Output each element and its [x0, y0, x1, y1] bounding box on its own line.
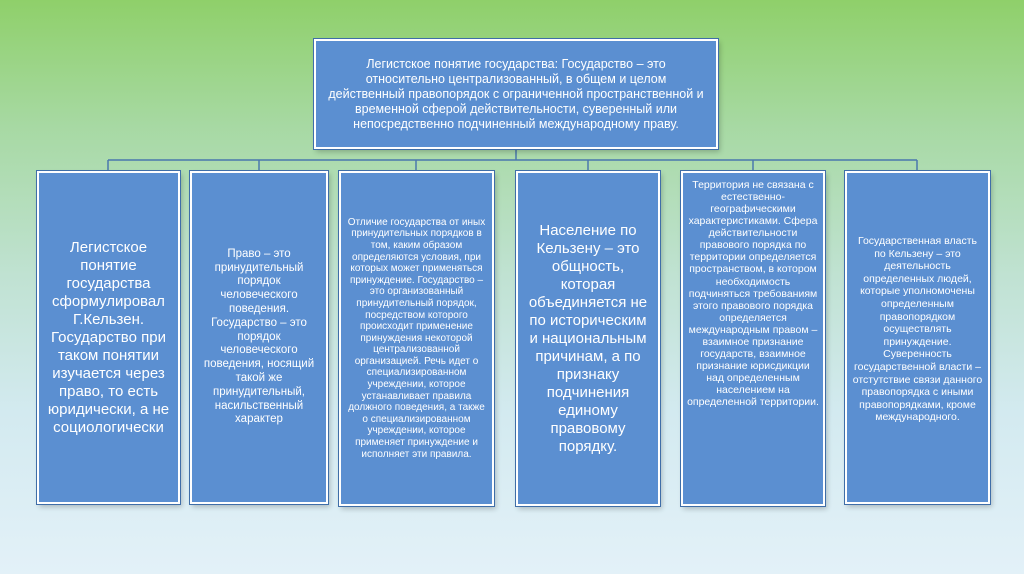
box-state-power-text: Государственная власть по Кельзену – это деятельность определенных людей, которые уполномочены определенным правопорядком осуществлять принуждение. Суверенность государственной власти – отстутствие связи данного правопорядка с иными правопорядками, кроме международного.: [852, 235, 983, 424]
box-territory: [681, 171, 825, 506]
definition-text: Легистское понятие государства: Государство – это относительно централизованный, в общем и целом действенный правопорядок с ограниченной пространственной и временной сферой действительности, суверенный или непосредственно подчиненный международному праву.: [328, 56, 704, 131]
box-territory-text: Территория не связана с естественно-географическими характеристиками. Сфера действительности правового порядка по территории определяется пространством, в котором необходимость подчиняться требованиям этого правового порядка определяется международным правом – взаимное признание государств, взаимное признание юрисдикции над определенным населением на определенной территории.: [687, 179, 819, 409]
box-state-power: [845, 171, 990, 504]
box-legist-concept: [37, 171, 180, 504]
box-state-distinction-text: Отличие государства от иных принудительных порядков в том, каким образом определяются условия, при которых может применяться принуждение. Государство – это организованный принудительный порядок, посредством которого происходит применение принуждения некоторой централизованной организацией. Речь идет о специализированном учреждении, которое устанавливает правила должного поведения, а также о специализированном учреждении, которое применяет принуждение и исполняет эти правила.: [347, 216, 486, 460]
box-law-definition-text: Право – это принудительный порядок человеческого поведения. Государство – это порядок человеческого поведения, носящий такой же принудительный, насильственный характер: [203, 247, 315, 426]
box-legist-concept-text: Легистское понятие государства сформулировал Г.Кельзен. Государство при таком понятии изучается через право, то есть юридически, а не социологически: [47, 238, 170, 436]
definition-box: [314, 39, 718, 149]
box-state-distinction: [339, 171, 494, 506]
box-law-definition: [190, 171, 328, 504]
box-population: [516, 171, 660, 506]
box-population-text: Население по Кельзену – это общность, которая объединяется не по историческим и национальным причинам, а по признаку подчинения единому правовому порядку.: [528, 221, 648, 455]
